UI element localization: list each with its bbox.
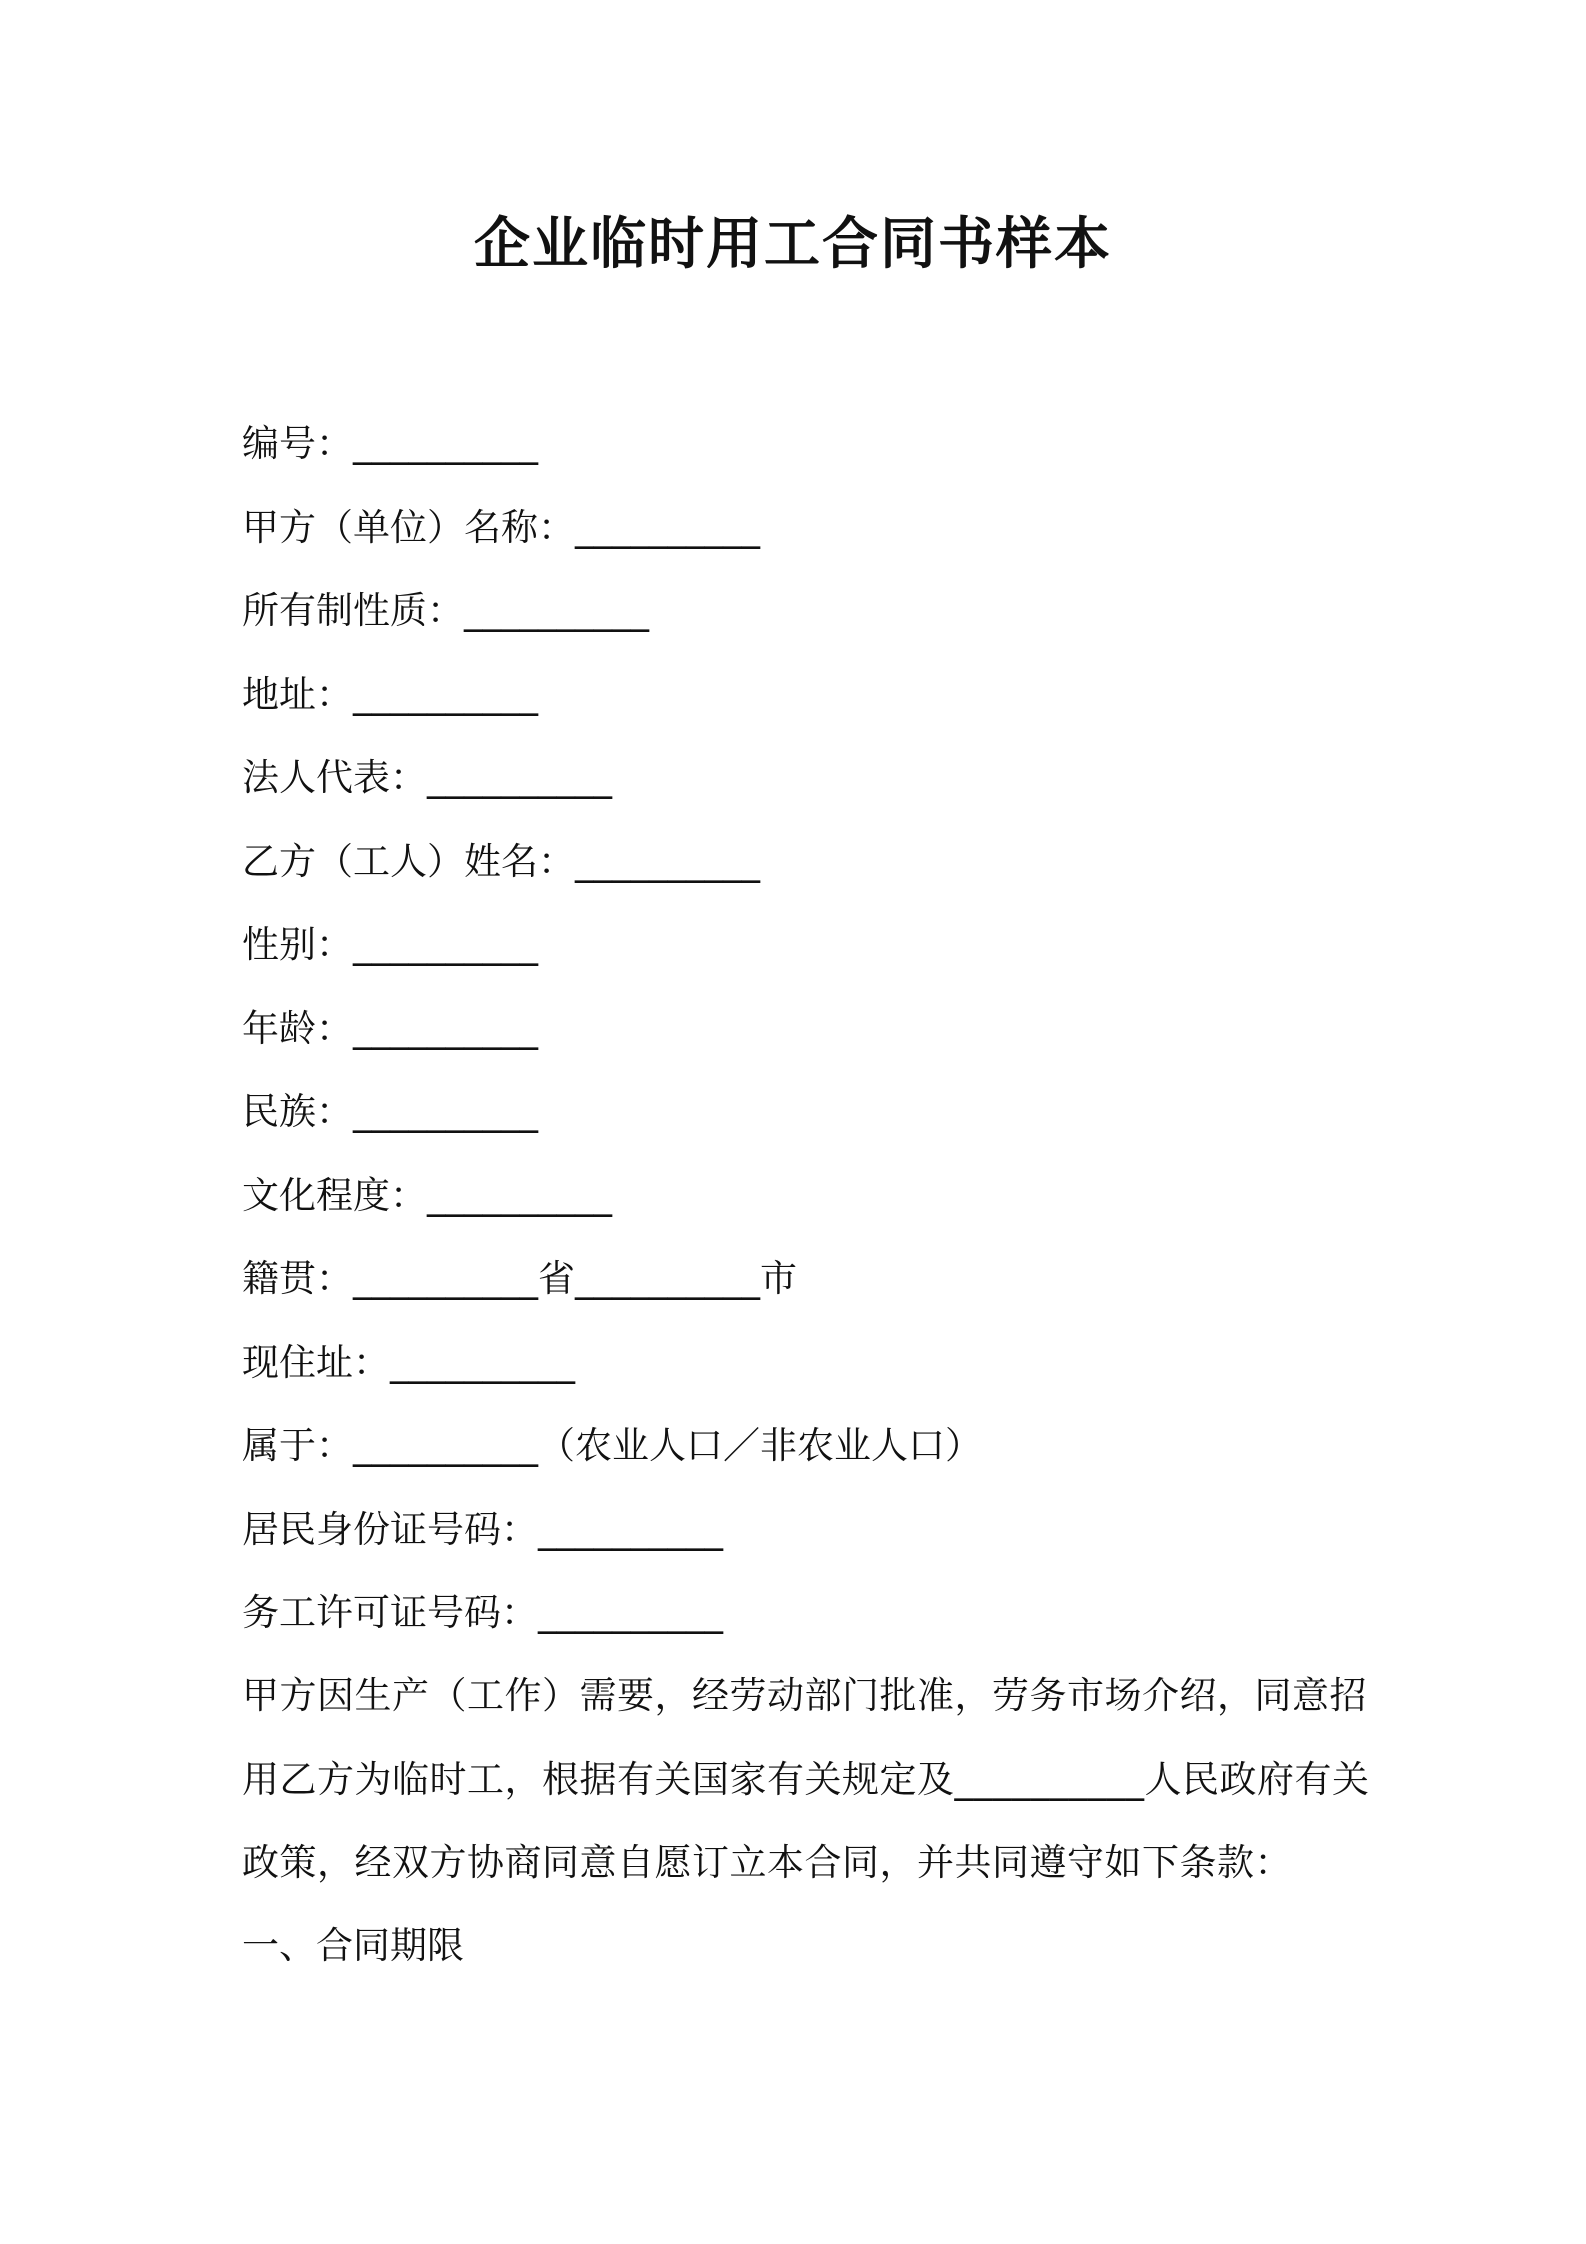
field-work-permit-number: 务工许可证号码：__________ — [242, 1591, 723, 1634]
field-native-place: 籍贯：__________省__________市 — [242, 1257, 797, 1300]
field-id-number: 居民身份证号码：__________ — [242, 1507, 723, 1551]
paragraph-line: 政策，经双方协商同意自愿订立本合同，并共同遵守如下条款： — [242, 1841, 1292, 1884]
field-gender: 性别：__________ — [242, 923, 538, 966]
field-household-type: 属于：__________（农业人口／非农业人口） — [242, 1424, 982, 1467]
field-address: 地址：__________ — [242, 672, 538, 716]
field-current-address: 现住址：__________ — [242, 1340, 575, 1384]
field-party-a-name: 甲方（单位）名称：__________ — [242, 505, 760, 549]
field-age: 年龄：__________ — [242, 1006, 538, 1050]
section-heading-contract-term: 一、合同期限 — [242, 1924, 464, 1967]
field-ownership-type: 所有制性质：__________ — [242, 589, 649, 632]
document-title: 企业临时用工合同书样本 — [474, 212, 1112, 277]
field-ethnicity: 民族：__________ — [242, 1090, 538, 1133]
paragraph-line: 甲方因生产（工作）需要，经劳动部门批准，劳务市场介绍，同意招 — [242, 1674, 1367, 1717]
preamble-paragraph — [242, 1654, 1370, 1905]
form-fields — [242, 402, 1362, 1655]
field-party-b-name: 乙方（工人）姓名：__________ — [242, 839, 760, 883]
paragraph-line: 用乙方为临时工，根据有关国家有关规定及__________人民政府有关 — [242, 1757, 1370, 1801]
field-education: 文化程度：__________ — [242, 1173, 612, 1217]
field-serial-number: 编号：__________ — [242, 422, 538, 465]
field-legal-representative: 法人代表：__________ — [242, 756, 612, 799]
